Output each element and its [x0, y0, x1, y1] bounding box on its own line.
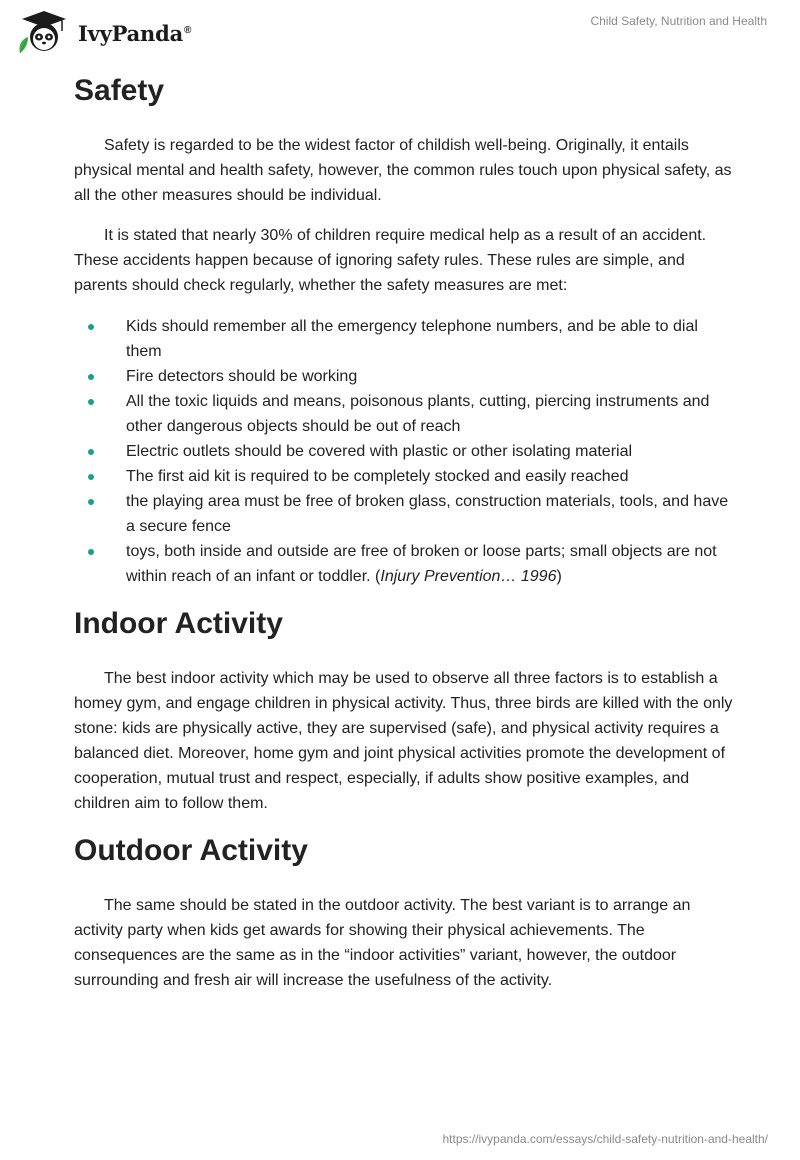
paragraph: The best indoor activity which may be used to observe all three factors is to establish a homey gym, and engage children in physical activity. Thus, three birds are killed with the only stone: kids are physically active, they are supervised (safe), and physical activity requires a balanced diet. Moreover, home gym and joint physical activities promote the development of cooperation, mutual trust and respect, especially, if adults show positive examples, and children aim to follow them. — [74, 670, 733, 812]
safety-rules-list — [74, 314, 734, 589]
list-item — [74, 364, 734, 389]
paragraph: The same should be stated in the outdoor activity. The best variant is to arrange an activity party when kids get awards for showing their physical achievements. The consequences are the same as in the “indoor activities” variant, however, the outdoor surrounding and fresh air will increase the usefulness of the activity. — [74, 897, 691, 989]
list-item-text: Kids should remember all the emergency telephone numbers, and be able to dial them — [126, 318, 698, 360]
citation: Injury Prevention… 1996 — [380, 568, 557, 585]
heading-outdoor-activity: Outdoor Activity — [74, 834, 308, 867]
bullet-icon — [88, 374, 94, 380]
list-item — [74, 439, 734, 464]
list-item — [74, 464, 734, 489]
page-header — [0, 0, 800, 60]
list-item-text: toys, both inside and outside are free of broken or loose parts; small objects are not within reach of an infant or toddler. ( — [126, 543, 717, 585]
list-item-text: The first aid kit is required to be completely stocked and easily reached — [126, 468, 629, 485]
list-item-text: Electric outlets should be covered with plastic or other isolating material — [126, 443, 633, 460]
list-item-text: All the toxic liquids and means, poisonous plants, cutting, piercing instruments and other dangerous objects should be out of reach — [126, 393, 710, 435]
panda-logo-icon — [16, 9, 72, 55]
bullet-icon — [88, 324, 94, 330]
heading-indoor-activity: Indoor Activity — [74, 607, 283, 640]
source-url[interactable]: https://ivypanda.com/essays/child-safety-nutrition-and-health/ — [442, 1132, 768, 1146]
paragraph: It is stated that nearly 30% of children require medical help as a result of an accident. These accidents happen because of ignoring safety rules. These rules are simple, and parents should check regularly, whether the safety measures are met: — [74, 227, 707, 294]
running-title: Child Safety, Nutrition and Health — [590, 14, 767, 28]
essay-content — [74, 70, 734, 993]
logo-text: IvyPanda — [78, 20, 184, 46]
bullet-icon — [88, 549, 94, 555]
list-item — [74, 539, 734, 589]
registered-mark: ® — [184, 24, 192, 36]
bullet-icon — [88, 499, 94, 505]
bullet-icon — [88, 399, 94, 405]
list-item-text: the playing area must be free of broken glass, construction materials, tools, and have a secure fence — [126, 493, 729, 535]
ivypanda-logo[interactable] — [16, 9, 191, 55]
paragraph: Safety is regarded to be the widest factor of childish well-being. Originally, it entails physical mental and health safety, however, the common rules touch upon physical safety, as all the other measures should be individual. — [74, 137, 732, 204]
bullet-icon — [88, 474, 94, 480]
bullet-icon — [88, 449, 94, 455]
list-item — [74, 389, 734, 439]
list-item — [74, 489, 734, 539]
citation-close: ) — [556, 568, 562, 585]
list-item-text: Fire detectors should be working — [126, 368, 358, 385]
list-item — [74, 314, 734, 364]
logo-wordmark — [78, 21, 191, 46]
heading-safety: Safety — [74, 74, 165, 107]
